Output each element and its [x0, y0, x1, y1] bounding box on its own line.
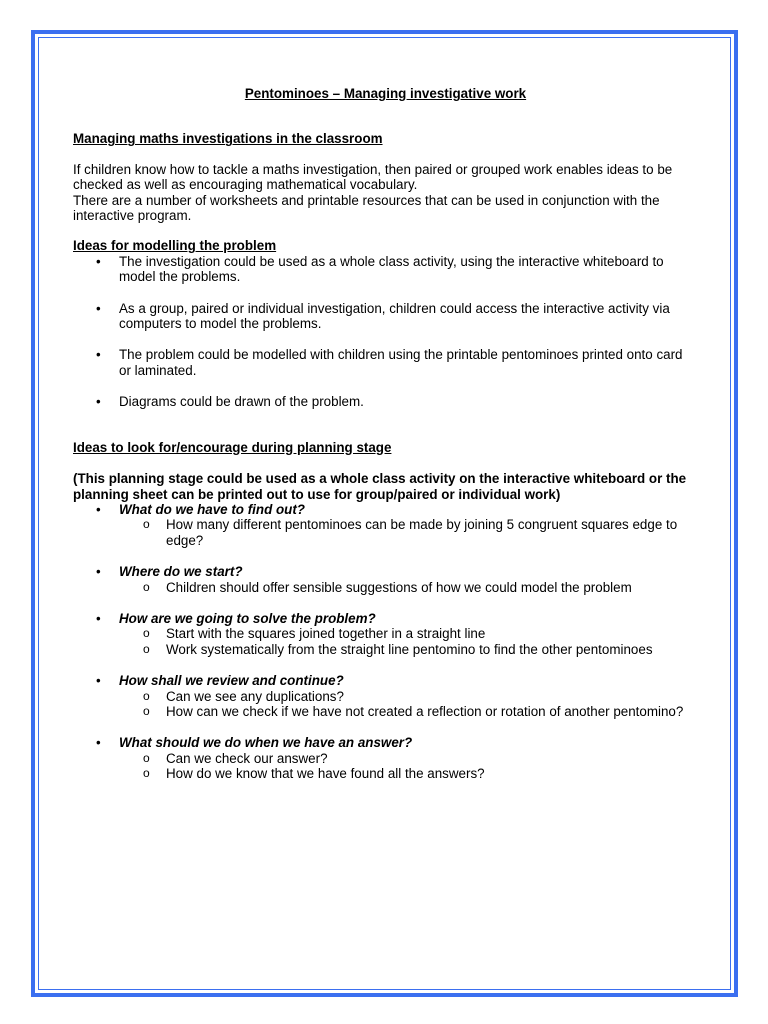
page-title: Pentominoes – Managing investigative work [244, 86, 527, 101]
answer-item: o Can we see any duplications? [119, 689, 698, 704]
intro-paragraph: If children know how to tackle a maths investigation, then paired or grouped work enables ideas to be checked as well as encouraging mathematical vocabulary. [73, 161, 673, 193]
question-text: Where do we start? [119, 564, 243, 580]
question-text: How shall we review and continue? [119, 673, 344, 689]
answer-list [119, 751, 698, 782]
planning-questions-list-final [73, 735, 698, 781]
question-item [73, 673, 698, 719]
question-text: What should we do when we have an answer? [119, 735, 413, 751]
answer-item: o Work systematically from the straight line pentomino to find the other pentominoes [119, 642, 698, 657]
planning-note: (This planning stage could be used as a whole class activity on the interactive whiteboard or the planning sheet can be printed out to use for group/paired or individual work) [73, 471, 687, 502]
list-item: • The problem could be modelled with children using the printable pentominoes printed onto card or laminated. [73, 347, 698, 378]
answer-item: o Children should offer sensible suggestions of how we could model the problem [119, 580, 698, 595]
section-heading-modelling: Ideas for modelling the problem [73, 238, 277, 254]
intro-text [73, 162, 698, 224]
answer-list [119, 580, 698, 595]
question-text: What do we have to find out? [119, 501, 305, 517]
answer-item: o How can we check if we have not created a reflection or rotation of another pentomino? [119, 704, 698, 719]
section-heading-classroom: Managing maths investigations in the classroom [73, 131, 383, 147]
question-item [73, 502, 698, 548]
planning-questions-list [73, 502, 698, 595]
list-item: • The investigation could be used as a whole class activity, using the interactive whiteboard to model the problems. [73, 254, 698, 285]
question-text: How are we going to solve the problem? [119, 610, 376, 626]
document-body [73, 86, 698, 782]
section-heading-planning: Ideas to look for/encourage during planning stage [73, 439, 392, 455]
question-item [73, 611, 698, 657]
list-item: • Diagrams could be drawn of the problem. [73, 394, 698, 409]
answer-item: o How many different pentominoes can be made by joining 5 congruent squares edge to edge? [119, 517, 698, 548]
question-item [73, 735, 698, 781]
answer-list [119, 517, 698, 548]
answer-item: o How do we know that we have found all the answers? [119, 766, 698, 781]
planning-questions-list-continued [73, 611, 698, 719]
modelling-ideas-list [73, 254, 698, 410]
answer-list [119, 626, 698, 657]
answer-item: o Can we check our answer? [119, 751, 698, 766]
question-item [73, 564, 698, 595]
answer-list [119, 689, 698, 720]
list-item: • As a group, paired or individual investigation, children could access the interactive activity via computers to model the problems. [73, 301, 698, 332]
intro-paragraph: There are a number of worksheets and printable resources that can be used in conjunction with the interactive program. [73, 192, 660, 224]
answer-item: o Start with the squares joined together in a straight line [119, 626, 698, 641]
